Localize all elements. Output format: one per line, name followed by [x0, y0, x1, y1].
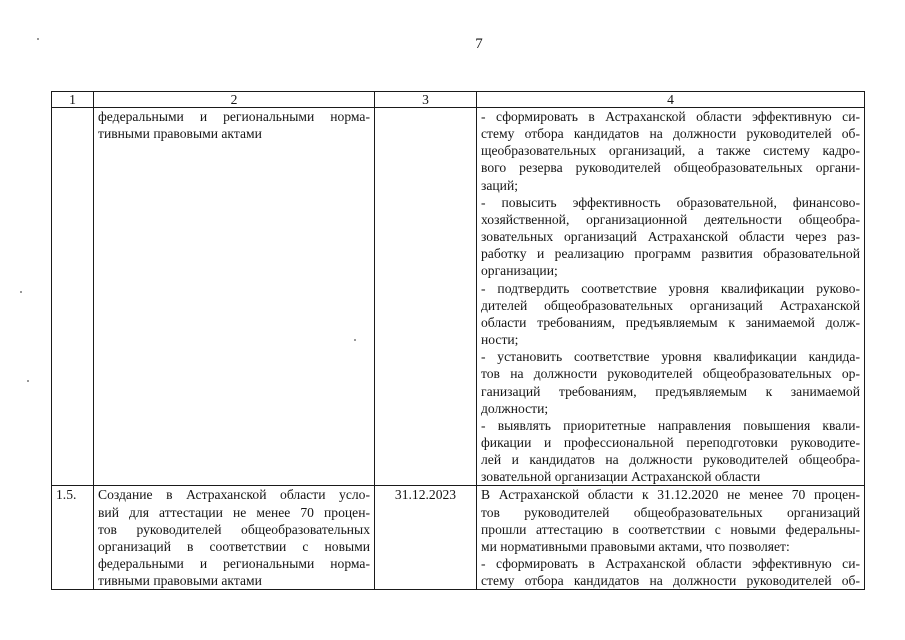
result-line: хозяйственной, организационной деятельности общеобра- [481, 211, 860, 227]
result-line: организации; [481, 263, 558, 279]
result-line: зовательной организации Астраханской области [481, 469, 761, 485]
result-line: - установить соответствие уровня квалификации кандида- [481, 349, 860, 365]
scan-speck [37, 38, 39, 40]
table-row [52, 108, 865, 486]
result-line: - повысить эффективность образовательной, финансово- [481, 194, 860, 210]
page-number: 7 [475, 36, 483, 52]
result-line: фикации и профессиональной переподготовки руководите- [481, 434, 860, 450]
document-table [51, 91, 865, 590]
row-number-cell: 1.5. [52, 486, 94, 590]
header-cell-3: 3 [375, 92, 477, 108]
activity-line: организаций в соответствии с новыми [98, 538, 370, 554]
result-line: В Астраханской области к 31.12.2020 не менее 70 процен- [481, 487, 860, 503]
result-line: стему отбора кандидатов на должности руководителей об- [481, 573, 860, 589]
result-line: лей и кандидатов на должности руководителей общеобра- [481, 452, 860, 468]
header-cell-2: 2 [94, 92, 375, 108]
activity-line: вий для аттестации не менее 70 процен- [98, 504, 370, 520]
result-line: ганизаций требованиям, предъявляемым к занимаемой [481, 383, 860, 399]
scan-speck [354, 339, 356, 341]
result-line: дителей общеобразовательных организаций Астраханской [481, 297, 860, 313]
result-line: работку и реализацию программ развития образовательной [481, 246, 860, 262]
result-line: - подтвердить соответствие уровня квалификации руково- [481, 280, 860, 296]
result-line: должности; [481, 400, 549, 416]
result-line: области требованиям, предъявляемым к занимаемой долж- [481, 314, 860, 330]
result-line: тов руководителей общеобразовательных организаций [481, 504, 860, 520]
deadline-cell: 31.12.2023 [375, 486, 477, 590]
table-header-row [52, 92, 865, 108]
activity-line: тивными правовыми актами [98, 126, 262, 142]
result-line: - выявлять приоритетные направления повышения квали- [481, 417, 860, 433]
result-line: - сформировать в Астраханской области эффективную си- [481, 556, 860, 572]
activity-line: тов руководителей общеобразовательных [98, 521, 370, 537]
result-line: ности; [481, 332, 519, 348]
header-cell-1: 1 [52, 92, 94, 108]
scan-speck [20, 291, 22, 293]
result-line: стему отбора кандидатов на должности руководителей об- [481, 126, 860, 142]
activity-line: тивными правовыми актами [98, 573, 262, 589]
activity-line: федеральными и региональными норма- [98, 556, 370, 572]
deadline-cell [375, 108, 477, 486]
activity-cell [94, 486, 375, 590]
activity-line: федеральными и региональными норма- [98, 109, 370, 124]
result-line: вого резерва руководителей общеобразовательных органи- [481, 160, 860, 176]
result-line: - сформировать в Астраханской области эффективную си- [481, 109, 860, 124]
activity-cell [94, 108, 375, 486]
result-line: заций; [481, 177, 519, 193]
result-line: тов на должности руководителей общеобразовательных ор- [481, 366, 860, 382]
result-cell [477, 108, 865, 486]
result-line: прошли аттестацию в соответствии с новыми федеральны- [481, 521, 860, 537]
result-cell [477, 486, 865, 590]
scan-speck [27, 380, 29, 382]
result-line: ми нормативными правовыми актами, что позволяет: [481, 538, 790, 554]
row-number-cell [52, 108, 94, 486]
table-row [52, 486, 865, 590]
result-line: щеобразовательных организаций, а также систему кадро- [481, 143, 860, 159]
activity-line: Создание в Астраханской области усло- [98, 487, 370, 503]
result-line: зовательных организаций Астраханской области через раз- [481, 229, 860, 245]
header-cell-4: 4 [477, 92, 865, 108]
